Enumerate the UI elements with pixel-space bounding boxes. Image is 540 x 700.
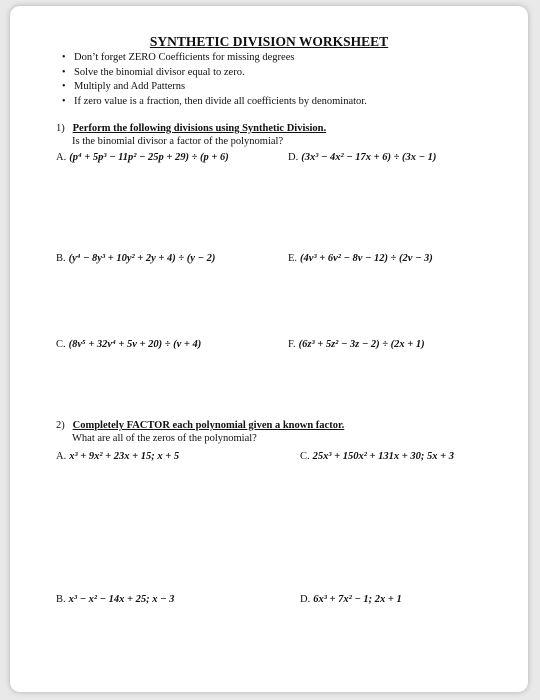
problem-1b: [56, 253, 215, 264]
problem-2c: [300, 451, 454, 462]
section2-subheading: What are all of the zeros of the polynomial?: [72, 433, 257, 444]
problem-expression: (3x³ − 4x² − 17x + 6) ÷ (3x − 1): [301, 152, 437, 163]
problem-2b: [56, 594, 174, 605]
worksheet-page: [10, 6, 528, 692]
section1-number: 1): [56, 123, 65, 134]
section1-title: Perform the following divisions using Synthetic Division.: [72, 123, 327, 134]
worksheet-title: SYNTHETIC DIVISION WORKSHEET: [149, 34, 389, 49]
section2-number: 2): [56, 420, 65, 431]
problem-1c: [56, 339, 201, 350]
problem-label: A.: [56, 451, 67, 462]
section2-heading: [56, 420, 344, 431]
problem-2a: [56, 451, 179, 462]
problem-1d: [288, 152, 436, 163]
instruction-item: • If zero value is a fraction, then divide all coefficients by denominator.: [62, 95, 367, 110]
instruction-item: • Solve the binomial divisor equal to zero.: [62, 66, 367, 81]
problem-label: F.: [288, 339, 296, 350]
section1-heading: [56, 123, 326, 134]
problem-expression: (y⁴ − 8y³ + 10y² + 2y + 4) ÷ (y − 2): [68, 253, 216, 264]
problem-label: E.: [288, 253, 298, 264]
problem-expression: (p⁴ + 5p³ − 11p² − 25p + 29) ÷ (p + 6): [69, 152, 229, 163]
problem-expression: 6x³ + 7x² − 1; 2x + 1: [313, 594, 402, 605]
instruction-item: • Don’t forget ZERO Coefficients for missing degrees: [62, 51, 367, 66]
problem-expression: (4v³ + 6v² − 8v − 12) ÷ (2v − 3): [300, 253, 433, 264]
section2-title: Completely FACTOR each polynomial given a known factor.: [72, 420, 345, 431]
problem-expression: (8v⁵ + 32v⁴ + 5v + 20) ÷ (v + 4): [68, 339, 202, 350]
section1-subheading: Is the binomial divisor a factor of the polynomial?: [72, 136, 284, 147]
problem-label: C.: [56, 339, 66, 350]
problem-1a: [56, 152, 229, 163]
problem-2d: [300, 594, 402, 605]
problem-label: D.: [288, 152, 299, 163]
problem-label: B.: [56, 594, 66, 605]
problem-1f: [288, 339, 425, 350]
problem-1e: [288, 253, 433, 264]
problem-expression: 25x³ + 150x² + 131x + 30; 5x + 3: [312, 451, 454, 462]
problem-label: C.: [300, 451, 310, 462]
problem-expression: (6z³ + 5z² − 3z − 2) ÷ (2x + 1): [298, 339, 425, 350]
problem-label: B.: [56, 253, 66, 264]
problem-expression: x³ + 9x² + 23x + 15; x + 5: [69, 451, 180, 462]
problem-label: D.: [300, 594, 311, 605]
instruction-item: • Multiply and Add Patterns: [62, 80, 367, 95]
problem-label: A.: [56, 152, 67, 163]
problem-expression: x³ − x² − 14x + 25; x − 3: [68, 594, 175, 605]
instructions-list: [62, 51, 367, 109]
